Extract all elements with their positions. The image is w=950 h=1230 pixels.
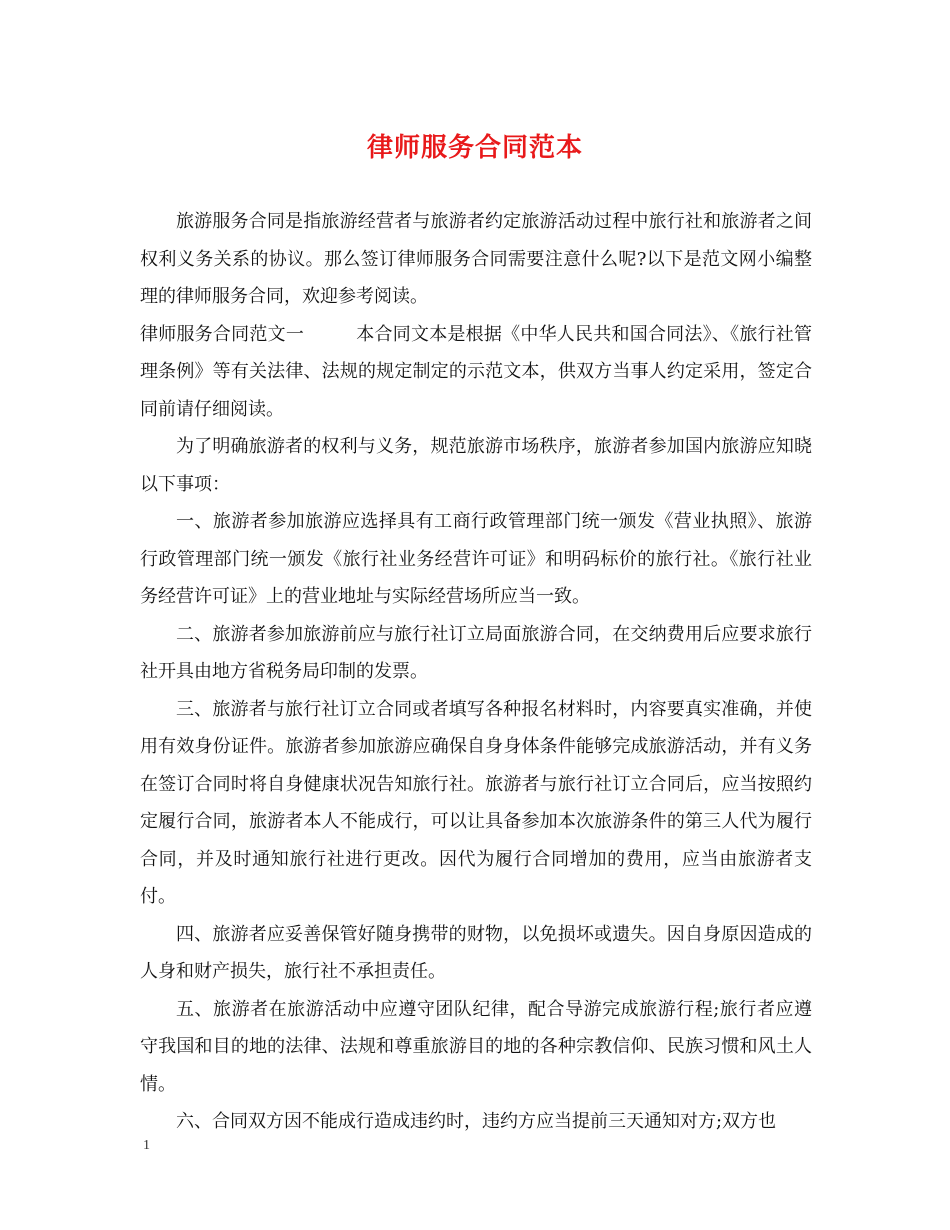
clause-5: 五、旅游者在旅游活动中应遵守团队纪律，配合导游完成旅游行程;旅行者应遵守我国和目的地的法律、法规和尊重旅游目的地的各种宗教信仰、民族习惯和风土人情。 [140,998,812,1095]
intro-paragraph: 旅游服务合同是指旅游经营者与旅游者约定旅游活动过程中旅行社和旅游者之间权利义务关系的协议。那么签订律师服务合同需要注意什么呢?以下是范文网小编整理的律师服务合同，欢迎参考阅读。 [140,211,812,307]
notice-paragraph: 为了明确旅游者的权利与义务，规范旅游市场秩序，旅游者参加国内旅游应知晓以下事项： [140,436,812,495]
clause-3: 三、旅游者与旅行社订立合同或者填写各种报名材料时，内容要真实准确，并使用有效身份证件。旅游者参加旅游应确保自身身体条件能够完成旅游活动，并有义务在签订合同时将自身健康状况告知旅行社。旅游者与旅行社订立合同后，应当按照约定履行合同，旅游者本人不能成行，可以让具备参加本次旅游条件的第三人代为履行合同，并及时通知旅行社进行更改。因代为履行合同增加的费用，应当由旅游者支付。 [140,698,812,907]
clause-1: 一、旅游者参加旅游应选择具有工商行政管理部门统一颁发《营业执照》、旅游行政管理部门统一颁发《旅行社业务经营许可证》和明码标价的旅行社。《旅行社业务经营许可证》上的营业地址与实际经营场所应当一致。 [140,511,812,607]
document-body [140,203,812,1141]
clause-6: 六、合同双方因不能成行造成违约时，违约方应当提前三天通知对方;双方也 [176,1111,777,1132]
clause-4: 四、旅游者应妥善保管好随身携带的财物，以免损坏或遗失。因自身原因造成的人身和财产损失，旅行社不承担责任。 [140,923,812,982]
sample-intro: 本合同文本是根据《中华人民共和国合同法》、《旅行社管理条例》等有关法律、法规的规定制定的示范文本，供双方当事人约定采用，签定合同前请仔细阅读。 [140,323,813,420]
page-title: 律师服务合同范本 [366,133,583,163]
sample-paragraph [140,316,812,429]
sample-heading: 律师服务合同范文一 [140,323,305,345]
clause-2: 二、旅游者参加旅游前应与旅行社订立局面旅游合同，在交纳费用后应要求旅行社开具由地方省税务局印制的发票。 [140,623,812,682]
page-number: 1 [143,1138,150,1153]
